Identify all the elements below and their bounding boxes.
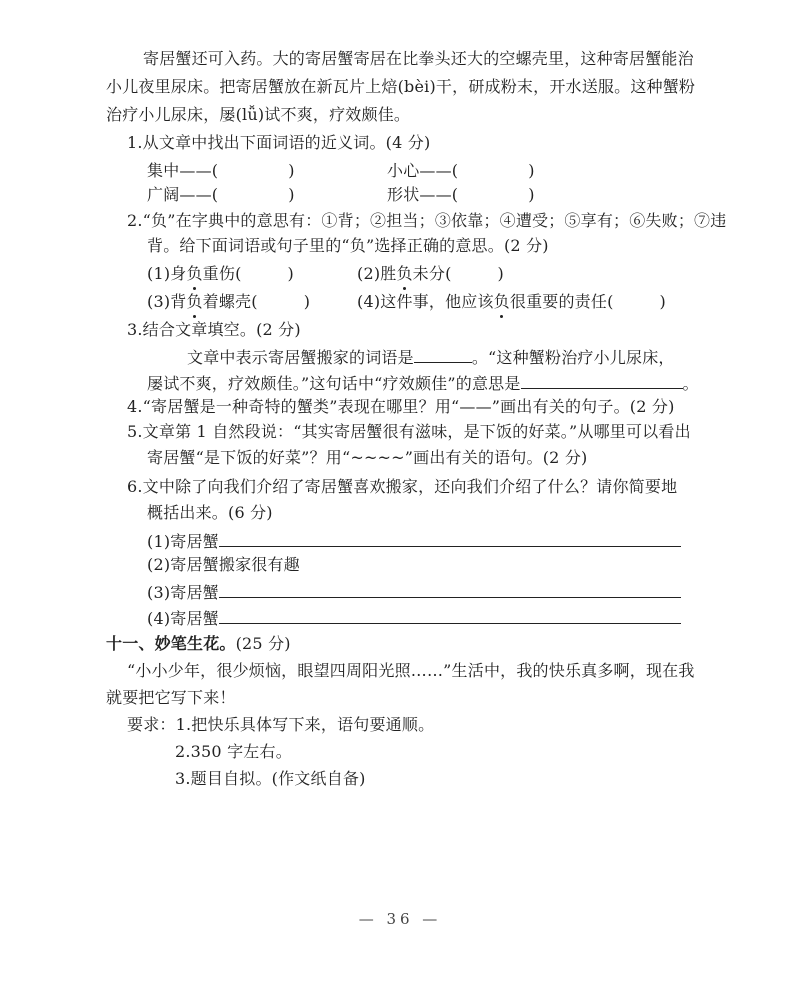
q1-close-1: ) [288, 161, 295, 180]
q2-item-3-pre: (3)背 [147, 292, 187, 311]
q2-item-3-post: 着螺壳( [202, 292, 258, 311]
question-5-line-1: 5.文章第 1 自然段说：“其实寄居蟹很有滋味，是下饭的好菜。”从哪里可以看出 [127, 422, 691, 441]
section-11-paragraph-1: “小小少年，很少烦恼，眼望四周阳光照……”生活中，我的快乐真多啊，现在我 [127, 661, 695, 680]
q1-word-1: 集中——( [147, 161, 219, 180]
q2-item-3-dotted-char: 负 [186, 290, 202, 314]
q6-answer-line-1[interactable] [219, 528, 681, 547]
question-2-item-2 [357, 262, 504, 286]
section-11-score: (25 分) [235, 634, 291, 653]
q3-line-1-text-b: 。“这种蟹粉治疗小儿尿床， [471, 348, 675, 367]
passage-line-2: 小儿夜里尿床。把寄居蟹放在新瓦片上焙(bèi)干，研成粉末，开水送服。这种蟹粉 [106, 77, 696, 96]
passage-line-3: 治疗小儿尿床，屡(lǚ)试不爽，疗效颇佳。 [106, 105, 411, 124]
q2-item-1-post: 重伤( [202, 264, 242, 283]
question-6-item-2: (2)寄居蟹搬家很有趣 [147, 555, 300, 574]
q1-close-4: ) [528, 185, 535, 204]
question-6-item-4 [147, 605, 681, 631]
question-1-stem: 1.从文章中找出下面词语的近义词。(4 分) [127, 133, 431, 152]
question-6-item-1 [147, 528, 681, 554]
section-11-heading [106, 632, 291, 656]
question-6-line-2: 概括出来。(6 分) [147, 503, 273, 522]
question-1-row-1b [387, 159, 535, 183]
q2-close-4: ) [659, 292, 666, 311]
q2-item-4-dotted-char: 负 [494, 290, 510, 314]
question-3-stem: 3.结合文章填空。(2 分) [127, 320, 301, 339]
question-2-item-1 [147, 262, 294, 286]
section-11-title: 十一、妙笔生花。 [106, 634, 236, 653]
q2-close-3: ) [303, 292, 311, 311]
q6-item-3-label: (3)寄居蟹 [147, 583, 219, 602]
q2-item-2-pre: (2)胜 [357, 264, 397, 283]
q2-close-1: ) [287, 264, 294, 283]
q3-line-2-text-a: 屡试不爽，疗效颇佳。”这句话中“疗效颇佳”的意思是 [147, 374, 521, 393]
question-4: 4.“寄居蟹是一种奇特的蟹类”表现在哪里？用“——”画出有关的句子。(2 分) [127, 397, 675, 416]
q1-word-3: 广阔——( [147, 185, 219, 204]
question-6-line-1: 6.文中除了向我们介绍了寄居蟹喜欢搬家，还向我们介绍了什么？请你简要地 [127, 477, 678, 496]
question-2-stem-1: 2.“负”在字典中的意思有：①背；②担当；③依靠；④遭受；⑤享有；⑥失败；⑦违 [127, 211, 727, 230]
q6-answer-line-3[interactable] [219, 579, 681, 598]
q2-item-2-dotted-char: 负 [396, 262, 412, 286]
q6-item-1-label: (1)寄居蟹 [147, 532, 219, 551]
section-11-requirement-3: 3.题目自拟。(作文纸自备) [175, 769, 366, 788]
q6-answer-line-4[interactable] [219, 605, 681, 624]
q1-close-2: ) [528, 161, 535, 180]
q2-item-1-dotted-char: 负 [186, 262, 202, 286]
question-1-row-2b [387, 183, 535, 207]
q2-item-4-pre: (4)这件事，他应该 [357, 292, 494, 311]
q6-item-4-label: (4)寄居蟹 [147, 609, 219, 628]
question-2-stem-2: 背。给下面词语或句子里的“负”选择正确的意思。(2 分) [147, 236, 549, 255]
question-1-row-2 [147, 183, 295, 207]
q2-item-1-pre: (1)身 [147, 264, 187, 283]
question-3-line-1 [187, 344, 675, 370]
q2-close-2: ) [497, 264, 504, 283]
question-1-row-1 [147, 159, 295, 183]
q1-close-3: ) [288, 185, 295, 204]
q1-word-2: 小心——( [387, 161, 459, 180]
section-11-paragraph-2: 就要把它写下来！ [106, 688, 236, 707]
q3-line-2-text-b: 。 [682, 374, 699, 393]
question-6-item-3 [147, 579, 681, 605]
q2-item-2-post: 未分( [412, 264, 452, 283]
question-2-item-3 [147, 290, 310, 314]
question-2-item-4 [357, 290, 666, 314]
q3-blank-1[interactable] [414, 344, 472, 363]
q1-word-4: 形状——( [387, 185, 459, 204]
section-11-requirement-1: 要求：1.把快乐具体写下来，语句要通顺。 [127, 715, 435, 734]
q3-blank-2[interactable] [521, 370, 683, 389]
q3-line-1-text-a: 文章中表示寄居蟹搬家的词语是 [187, 348, 414, 367]
question-3-line-2 [147, 370, 699, 396]
section-11-requirement-2: 2.350 字左右。 [175, 742, 292, 761]
q2-item-4-post: 很重要的责任( [509, 292, 614, 311]
passage-line-1: 寄居蟹还可入药。大的寄居蟹寄居在比拳头还大的空螺壳里，这种寄居蟹能治 [143, 49, 694, 68]
page-number: — 36 — [358, 910, 442, 928]
question-5-line-2: 寄居蟹“是下饭的好菜”？用“~~~~”画出有关的语句。(2 分) [147, 448, 588, 467]
